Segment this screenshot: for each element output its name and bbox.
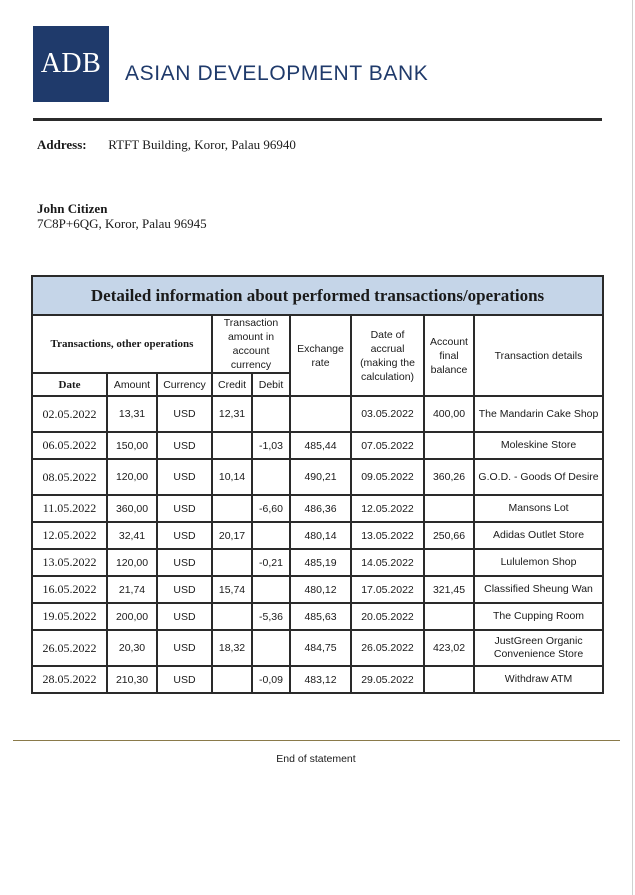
cell-exchange-rate: 484,75 bbox=[290, 630, 351, 666]
customer-address: 7C8P+6QG, Koror, Palau 96945 bbox=[37, 216, 207, 231]
cell-accrual-date: 07.05.2022 bbox=[351, 432, 424, 459]
cell-currency: USD bbox=[157, 549, 212, 576]
cell-amount: 21,74 bbox=[107, 576, 157, 603]
cell-accrual-date: 13.05.2022 bbox=[351, 522, 424, 549]
cell-amount: 360,00 bbox=[107, 495, 157, 522]
cell-date: 16.05.2022 bbox=[32, 576, 107, 603]
cell-balance: 400,00 bbox=[424, 396, 474, 432]
cell-exchange-rate: 485,19 bbox=[290, 549, 351, 576]
cell-currency: USD bbox=[157, 522, 212, 549]
cell-currency: USD bbox=[157, 495, 212, 522]
cell-date: 13.05.2022 bbox=[32, 549, 107, 576]
cell-currency: USD bbox=[157, 603, 212, 630]
bank-address bbox=[37, 137, 296, 153]
cell-details: Classified Sheung Wan bbox=[474, 576, 603, 603]
cell-balance: 250,66 bbox=[424, 522, 474, 549]
cell-balance: 360,26 bbox=[424, 459, 474, 495]
cell-balance bbox=[424, 549, 474, 576]
table-row bbox=[32, 522, 603, 549]
cell-amount: 13,31 bbox=[107, 396, 157, 432]
cell-accrual-date: 17.05.2022 bbox=[351, 576, 424, 603]
cell-details: JustGreen Organic Convenience Store bbox=[474, 630, 603, 666]
footer-divider bbox=[13, 740, 620, 741]
cell-exchange-rate: 485,44 bbox=[290, 432, 351, 459]
cell-amount: 200,00 bbox=[107, 603, 157, 630]
cell-credit: 10,14 bbox=[212, 459, 252, 495]
cell-debit bbox=[252, 576, 290, 603]
customer-block bbox=[37, 201, 207, 231]
cell-debit bbox=[252, 396, 290, 432]
cell-balance bbox=[424, 495, 474, 522]
address-label: Address: bbox=[37, 137, 87, 152]
cell-accrual-date: 29.05.2022 bbox=[351, 666, 424, 693]
header-debit: Debit bbox=[252, 373, 290, 396]
bank-name: ASIAN DEVELOPMENT BANK bbox=[125, 62, 429, 85]
cell-amount: 120,00 bbox=[107, 459, 157, 495]
cell-debit: -5,36 bbox=[252, 603, 290, 630]
header-divider bbox=[33, 118, 602, 121]
cell-amount: 20,30 bbox=[107, 630, 157, 666]
end-of-statement: End of statement bbox=[276, 753, 356, 765]
cell-currency: USD bbox=[157, 666, 212, 693]
table-title: Detailed information about performed transactions/operations bbox=[32, 276, 603, 315]
header-date: Date bbox=[32, 373, 107, 396]
cell-debit: -1,03 bbox=[252, 432, 290, 459]
cell-details: Adidas Outlet Store bbox=[474, 522, 603, 549]
cell-date: 19.05.2022 bbox=[32, 603, 107, 630]
cell-details: The Cupping Room bbox=[474, 603, 603, 630]
table-row bbox=[32, 666, 603, 693]
cell-currency: USD bbox=[157, 396, 212, 432]
cell-exchange-rate: 486,36 bbox=[290, 495, 351, 522]
cell-amount: 120,00 bbox=[107, 549, 157, 576]
cell-debit bbox=[252, 522, 290, 549]
logo-text: ADB bbox=[40, 48, 102, 79]
header-credit: Credit bbox=[212, 373, 252, 396]
cell-currency: USD bbox=[157, 459, 212, 495]
cell-details: Withdraw ATM bbox=[474, 666, 603, 693]
cell-credit bbox=[212, 603, 252, 630]
cell-exchange-rate: 483,12 bbox=[290, 666, 351, 693]
cell-accrual-date: 12.05.2022 bbox=[351, 495, 424, 522]
cell-accrual-date: 03.05.2022 bbox=[351, 396, 424, 432]
cell-exchange-rate: 480,12 bbox=[290, 576, 351, 603]
cell-credit: 18,32 bbox=[212, 630, 252, 666]
address-value: RTFT Building, Koror, Palau 96940 bbox=[108, 137, 296, 152]
table-row bbox=[32, 630, 603, 666]
cell-date: 11.05.2022 bbox=[32, 495, 107, 522]
header-amount: Amount bbox=[107, 373, 157, 396]
cell-details: The Mandarin Cake Shop bbox=[474, 396, 603, 432]
header-exchange-rate: Exchange rate bbox=[290, 315, 351, 396]
cell-details: Mansons Lot bbox=[474, 495, 603, 522]
cell-amount: 210,30 bbox=[107, 666, 157, 693]
cell-details: G.O.D. - Goods Of Desire bbox=[474, 459, 603, 495]
cell-credit: 20,17 bbox=[212, 522, 252, 549]
customer-name: John Citizen bbox=[37, 201, 108, 216]
cell-debit bbox=[252, 459, 290, 495]
cell-exchange-rate: 480,14 bbox=[290, 522, 351, 549]
table-row bbox=[32, 396, 603, 432]
cell-date: 06.05.2022 bbox=[32, 432, 107, 459]
cell-amount: 32,41 bbox=[107, 522, 157, 549]
cell-balance: 321,45 bbox=[424, 576, 474, 603]
header-currency: Currency bbox=[157, 373, 212, 396]
cell-date: 28.05.2022 bbox=[32, 666, 107, 693]
cell-accrual-date: 20.05.2022 bbox=[351, 603, 424, 630]
cell-exchange-rate bbox=[290, 396, 351, 432]
cell-debit: -0,09 bbox=[252, 666, 290, 693]
cell-credit bbox=[212, 432, 252, 459]
cell-details: Lululemon Shop bbox=[474, 549, 603, 576]
header-transaction-amount: Transaction amount in account currency bbox=[212, 315, 290, 373]
cell-currency: USD bbox=[157, 576, 212, 603]
table-row bbox=[32, 495, 603, 522]
cell-exchange-rate: 485,63 bbox=[290, 603, 351, 630]
cell-details: Moleskine Store bbox=[474, 432, 603, 459]
header-transactions: Transactions, other operations bbox=[32, 315, 212, 373]
cell-date: 12.05.2022 bbox=[32, 522, 107, 549]
table-row bbox=[32, 603, 603, 630]
cell-balance bbox=[424, 666, 474, 693]
cell-accrual-date: 09.05.2022 bbox=[351, 459, 424, 495]
cell-balance bbox=[424, 432, 474, 459]
table-row bbox=[32, 576, 603, 603]
cell-credit: 15,74 bbox=[212, 576, 252, 603]
cell-debit bbox=[252, 630, 290, 666]
cell-debit: -0,21 bbox=[252, 549, 290, 576]
cell-accrual-date: 26.05.2022 bbox=[351, 630, 424, 666]
table-row bbox=[32, 432, 603, 459]
table-row bbox=[32, 459, 603, 495]
cell-currency: USD bbox=[157, 630, 212, 666]
cell-exchange-rate: 490,21 bbox=[290, 459, 351, 495]
cell-accrual-date: 14.05.2022 bbox=[351, 549, 424, 576]
cell-credit bbox=[212, 495, 252, 522]
cell-credit: 12,31 bbox=[212, 396, 252, 432]
cell-date: 08.05.2022 bbox=[32, 459, 107, 495]
adb-logo bbox=[33, 26, 109, 102]
cell-credit bbox=[212, 666, 252, 693]
table-row bbox=[32, 549, 603, 576]
header-final-balance: Account final balance bbox=[424, 315, 474, 396]
cell-date: 02.05.2022 bbox=[32, 396, 107, 432]
cell-amount: 150,00 bbox=[107, 432, 157, 459]
cell-debit: -6,60 bbox=[252, 495, 290, 522]
cell-credit bbox=[212, 549, 252, 576]
header-date-accrual: Date of accrual (making the calculation) bbox=[351, 315, 424, 396]
cell-currency: USD bbox=[157, 432, 212, 459]
cell-balance bbox=[424, 603, 474, 630]
transactions-table bbox=[31, 275, 604, 694]
cell-balance: 423,02 bbox=[424, 630, 474, 666]
page-edge-line bbox=[632, 0, 633, 895]
header-details: Transaction details bbox=[474, 315, 603, 396]
cell-date: 26.05.2022 bbox=[32, 630, 107, 666]
